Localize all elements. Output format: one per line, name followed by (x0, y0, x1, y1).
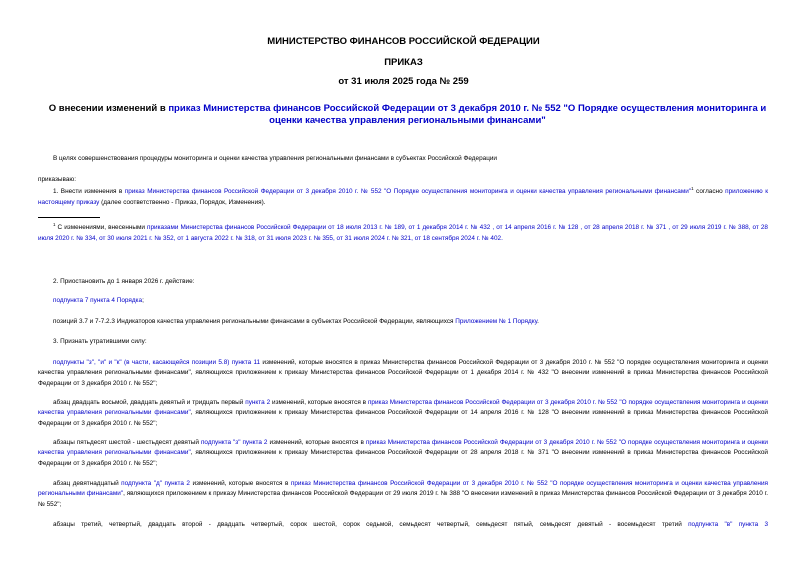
item-2-sub-1-link[interactable]: подпункта 7 пункта 4 Порядка (53, 297, 143, 304)
item-2-heading: 2. Приостановить до 1 января 2026 г. действие: (53, 278, 195, 285)
date-number-heading: от 31 июля 2025 года № 259 (338, 76, 469, 87)
footnote-orders-link[interactable]: приказами Министерства финансов Российской Федерации от 18 июля 2013 г. № 189, от 1 декабря 2014 г. № 432 , от 14 апреля 2016 г. № 128 , от 28 апреля 2018 г. № 371 , от 29 июля 2019 г. № 388, от 28 июля 2020 г. № 334, от 30 июля 2021 г. № 352, от 1 августа 2022 г. № 318, от 31 июля 2023 г. № 355, от 31 июля 2024 г. № 321, от 18 сентября 2024 г. № 402. (38, 224, 768, 242)
item-2-sub-2 (53, 317, 773, 327)
footnote-paragraph (38, 220, 768, 244)
item-3-paragraph-e (38, 520, 768, 530)
item-3-c-suffix: , являющихся приложением к приказу Министерства финансов Российской Федерации от 28 апреля 2018 г. № 371 "О внесении изменений в приказ Министерства финансов Российской Федерации от 3 декабря 2010 г. № 552"; (38, 449, 768, 467)
item-1-mid: согласно (693, 188, 726, 196)
item-3-d-link-1[interactable]: подпункта "д" пункта 2 (121, 480, 190, 487)
item-1-paragraph (38, 184, 768, 208)
item-3-c-link-2[interactable]: приказ Министерства финансов Российской Федерации от 3 декабря 2010 г. № 552 "О порядке осуществления мониторинга и оценки качества управления региональными финансами" (38, 439, 768, 457)
doc-type-heading: ПРИКАЗ (384, 57, 423, 68)
item-2-sub-1-suffix: ; (142, 297, 144, 304)
footnote-prefix: С изменениями, внесенными (55, 224, 147, 232)
item-3-c-mid: изменений, которые вносятся в (267, 439, 366, 446)
footnote-marker[interactable]: 1 (691, 186, 694, 191)
item-1-prefix: 1. Внести изменения в (53, 188, 125, 196)
item-1-appendix-link[interactable]: приложению к настоящему приказу (38, 188, 768, 206)
item-2-sub-2-prefix: позиций 3.7 и 7-7.2.3 Индикаторов качества управления региональными финансами в субъектах Российской Федерации, являющихся (53, 318, 456, 325)
item-3-heading: 3. Признать утратившими силу: (53, 338, 147, 345)
item-3-paragraph-a (38, 358, 768, 389)
item-3-c-prefix: абзацы пятьдесят шестой - шестьдесят девятый (53, 439, 201, 446)
title-order-link[interactable]: приказ Министерства финансов Российской Федерации от 3 декабря 2010 г. № 552 "О Порядке осуществления мониторинга и оценки качества управления региональными финансами" (168, 103, 767, 126)
ministry-heading: МИНИСТЕРСТВО ФИНАНСОВ РОССИЙСКОЙ ФЕДЕРАЦИИ (267, 36, 540, 47)
item-3-paragraph-d (38, 479, 768, 510)
item-2-sub-2-link[interactable]: Приложением № 1 Порядку (455, 318, 538, 325)
item-3-d-suffix: , являющихся приложением к приказу Министерства финансов Российской Федерации от 29 июля 2019 г. № 388 "О внесении изменений в приказ Министерства финансов Российской Федерации от 3 декабря 2010 г. № 552"; (38, 490, 768, 508)
item-3-paragraph-c (38, 438, 768, 469)
item-1-order-link[interactable]: приказ Министерства финансов Российской Федерации от 3 декабря 2010 г. № 552 "О Порядке осуществления мониторинга и оценки качества управления региональными финансами" (124, 188, 692, 196)
item-3-b-link-1[interactable]: пункта 2 (245, 399, 271, 406)
item-3-b-prefix: абзац двадцать восьмой, двадцать девятый и тридцать первый (53, 399, 246, 406)
item-3-c-link-1[interactable]: подпункта "з" пункта 2 (200, 439, 268, 446)
item-3-a-text: изменений, которые вносятся в приказ Министерства финансов Российской Федерации от 3 декабря 2010 г. № 552 "О порядке осуществления мониторинга и оценки качества управления региональными финансами", являющихся приложением к приказу Министерства финансов Российской Федерации от 1 декабря 2014 г. № 432 "О внесении изменений в приказ Министерства финансов Российской Федерации от 3 декабря 2010 г. № 552"; (38, 359, 768, 387)
document-title (40, 103, 775, 127)
footnote-divider (38, 217, 100, 218)
item-3-a-link[interactable]: подпункты "з", "и" и "к" (в части, касающейся позиции 5.8) пункта 11 (53, 359, 261, 366)
item-1-suffix: (далее соответственно - Приказ, Порядок, Изменения). (99, 198, 266, 206)
item-2-sub-1 (53, 296, 753, 306)
preamble-text: В целях совершенствования процедуры мониторинга и оценки качества управления региональными финансами в субъектах Российской Федерации (53, 155, 497, 162)
item-2-sub-2-suffix: . (537, 318, 539, 325)
title-prefix: О внесении изменений в (48, 103, 169, 114)
item-3-paragraph-b (38, 398, 768, 429)
item-3-e-prefix: абзацы третий, четвертый, двадцать второй - двадцать четвертый, сорок шестой, сорок седьмой, семьдесят четвертый, семьдесят пятый, семьдесят девятый - восемьдесят третий (53, 521, 689, 528)
item-3-d-link-2[interactable]: приказ Министерства финансов Российской Федерации от 3 декабря 2010 г. № 552 "О порядке осуществления мониторинга и оценки качества управления региональными финансами" (38, 480, 768, 498)
item-3-e-link-1[interactable]: подпункта "в" пункта 3 (688, 521, 769, 528)
item-3-b-link-2[interactable]: приказ Министерства финансов Российской Федерации от 3 декабря 2010 г. № 552 "О порядке осуществления мониторинга и оценки качества управления региональными финансами" (38, 399, 768, 417)
item-3-d-mid: изменений, которые вносятся в (190, 480, 291, 487)
item-3-b-mid: изменений, которые вносятся в (270, 399, 368, 406)
footnote-number: 1 (53, 222, 56, 227)
item-3-b-suffix: , являющихся приложением к приказу Министерства финансов Российской Федерации от 14 апреля 2016 г. № 128 "О внесении изменений в приказ Министерства финансов Российской Федерации от 3 декабря 2010 г. № 552"; (38, 409, 768, 427)
order-word: приказываю: (38, 176, 76, 183)
item-3-d-prefix: абзац девятнадцатый (53, 480, 122, 487)
